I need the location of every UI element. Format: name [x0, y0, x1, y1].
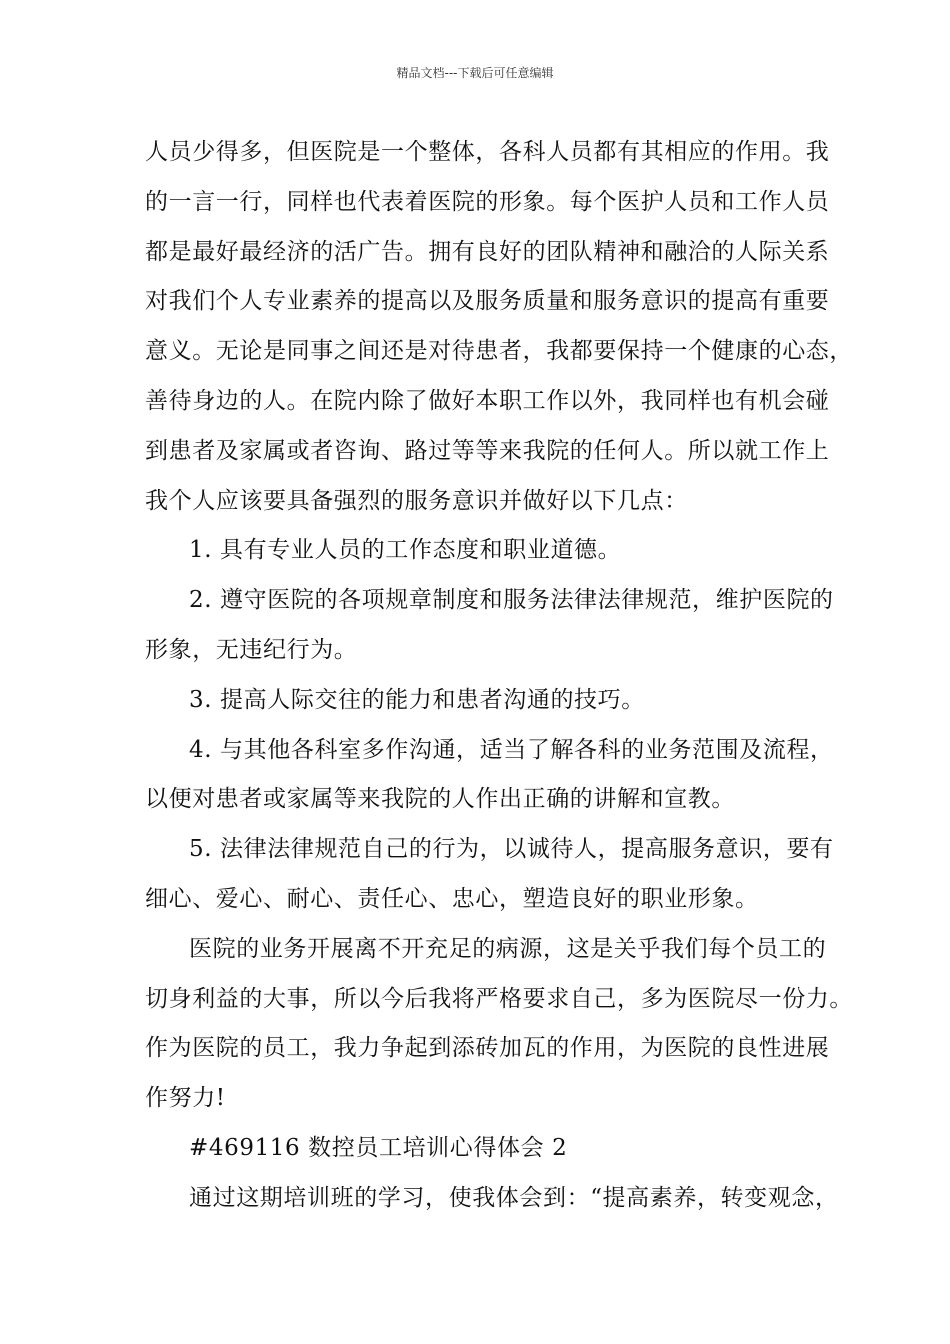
- list-item-5-continued: 细心、爱心、耐心、责任心、忠心，塑造良好的职业形象。: [145, 885, 759, 912]
- body-line: 对我们个人专业素养的提高以及服务质量和服务意识的提高有重要: [145, 288, 830, 315]
- list-item-4: 4. 与其他各科室多作沟通，适当了解各科的业务范围及流程，: [189, 736, 834, 763]
- document-body: [145, 132, 853, 1228]
- paragraph-line: 医院的业务开展离不开充足的病源，这是关乎我们每个员工的: [189, 935, 827, 962]
- paragraph-line: 切身利益的大事，所以今后我将严格要求自己，多为医院尽一份力。: [145, 985, 853, 1012]
- list-item-4-continued: 以便对患者或家属等来我院的人作出正确的讲解和宣教。: [145, 786, 735, 813]
- list-item-3: 3. 提高人际交往的能力和患者沟通的技巧。: [189, 686, 645, 713]
- paragraph-line: 作努力!: [145, 1085, 226, 1112]
- list-item-2-continued: 形象，无违纪行为。: [145, 636, 358, 663]
- paragraph-line: 通过这期培训班的学习，使我体会到：“提高素养，转变观念，: [189, 1184, 839, 1211]
- list-item-5: 5. 法律法律规范自己的行为，以诚待人，提高服务意识，要有: [189, 836, 834, 863]
- body-line: 的一言一行，同样也代表着医院的形象。每个医护人员和工作人员: [145, 188, 830, 215]
- body-line: 意义。无论是同事之间还是对待患者，我都要保持一个健康的心态，: [145, 338, 853, 365]
- paragraph-line: 作为医院的员工，我力争起到添砖加瓦的作用，为医院的良性进展: [145, 1035, 830, 1062]
- page-header: 精品文档---下载后可任意编辑: [396, 66, 554, 80]
- body-line: 到患者及家属或者咨询、路过等等来我院的任何人。所以就工作上: [145, 437, 830, 464]
- section-heading: #469116 数控员工培训心得体会 2: [189, 1134, 568, 1161]
- body-line: 我个人应该要具备强烈的服务意识并做好以下几点：: [145, 487, 688, 514]
- list-item-2: 2. 遵守医院的各项规章制度和服务法律法律规范，维护医院的: [189, 587, 834, 614]
- body-line: 善待身边的人。在院内除了做好本职工作以外，我同样也有机会碰: [145, 387, 830, 414]
- body-line: 都是最好最经济的活广告。拥有良好的团队精神和融洽的人际关系: [145, 238, 830, 265]
- body-line: 人员少得多，但医院是一个整体，各科人员都有其相应的作用。我: [145, 139, 830, 165]
- list-item-1: 1. 具有专业人员的工作态度和职业道德。: [189, 537, 622, 564]
